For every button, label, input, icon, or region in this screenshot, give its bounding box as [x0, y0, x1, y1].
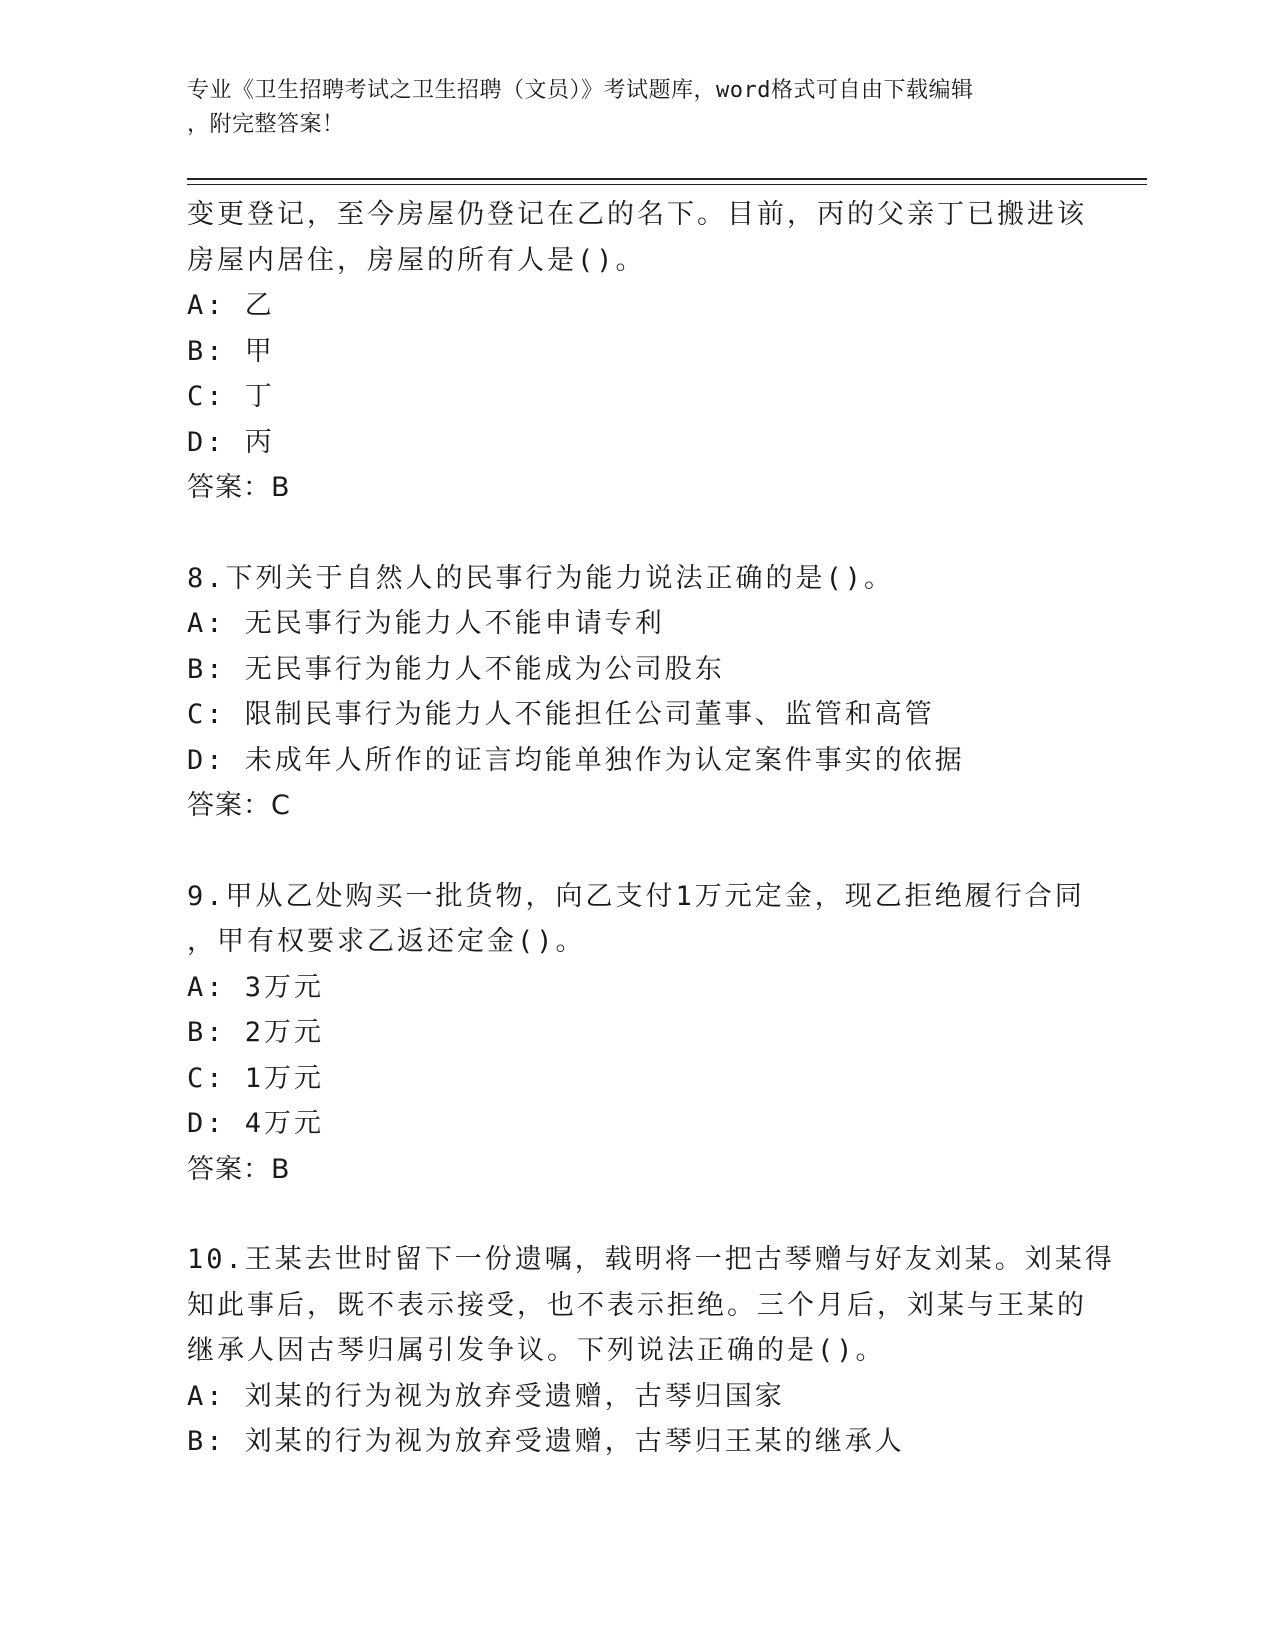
answer: 答案：C [187, 790, 291, 821]
option-c: C: 限制民事行为能力人不能担任公司董事、监管和高管 [187, 699, 935, 730]
header-rule-thin [187, 184, 1147, 185]
document-page [187, 0, 1147, 1650]
header-rule-thick [187, 178, 1147, 180]
question-stem-line: 10.王某去世时留下一份遗嘱，载明将一把古琴赠与好友刘某。刘某得 [187, 1244, 1115, 1275]
question-stem-line: 变更登记，至今房屋仍登记在乙的名下。目前，丙的父亲丁已搬进该 [187, 199, 1087, 230]
header-title-line-2: ，附完整答案！ [187, 112, 345, 137]
option-a: A: 乙 [187, 290, 275, 321]
answer: 答案：B [187, 472, 291, 503]
option-b: B: 2万元 [187, 1017, 325, 1048]
option-c: C: 丁 [187, 381, 275, 412]
option-b: B: 无民事行为能力人不能成为公司股东 [187, 653, 725, 685]
option-a: A: 刘某的行为视为放弃受遗赠，古琴归国家 [187, 1380, 785, 1412]
option-b: B: 甲 [187, 335, 275, 367]
document-header [187, 74, 1087, 142]
option-c: C: 1万元 [187, 1062, 325, 1094]
answer: 答案：B [187, 1153, 291, 1185]
question-stem-line: ，甲有权要求乙返还定金()。 [187, 926, 586, 957]
question-list [187, 192, 1147, 1465]
question-10 [187, 1237, 1147, 1465]
question-9 [187, 874, 1147, 1193]
header-title-line-1: 专业《卫生招聘考试之卫生招聘（文员）》考试题库，word格式可自由下载编辑 [187, 78, 974, 103]
question-stem-line: 继承人因古琴归属引发争议。下列说法正确的是()。 [187, 1335, 886, 1366]
question-8 [187, 556, 1147, 829]
option-d: D: 丙 [187, 426, 275, 458]
question-stem-line: 9.甲从乙处购买一批货物，向乙支付1万元定金，现乙拒绝履行合同 [187, 880, 1085, 912]
option-b: B: 刘某的行为视为放弃受遗赠，古琴归王某的继承人 [187, 1426, 905, 1457]
question-stem-line: 房屋内居住，房屋的所有人是()。 [187, 244, 646, 276]
option-d: D: 未成年人所作的证言均能单独作为认定案件事实的依据 [187, 744, 965, 776]
option-a: A: 无民事行为能力人不能申请专利 [187, 608, 665, 639]
question-7 [187, 192, 1147, 511]
option-d: D: 4万元 [187, 1108, 325, 1139]
question-stem-line: 8.下列关于自然人的民事行为能力说法正确的是()。 [187, 562, 895, 594]
question-stem-line: 知此事后，既不表示接受，也不表示拒绝。三个月后，刘某与王某的 [187, 1289, 1087, 1321]
option-a: A: 3万元 [187, 971, 325, 1003]
